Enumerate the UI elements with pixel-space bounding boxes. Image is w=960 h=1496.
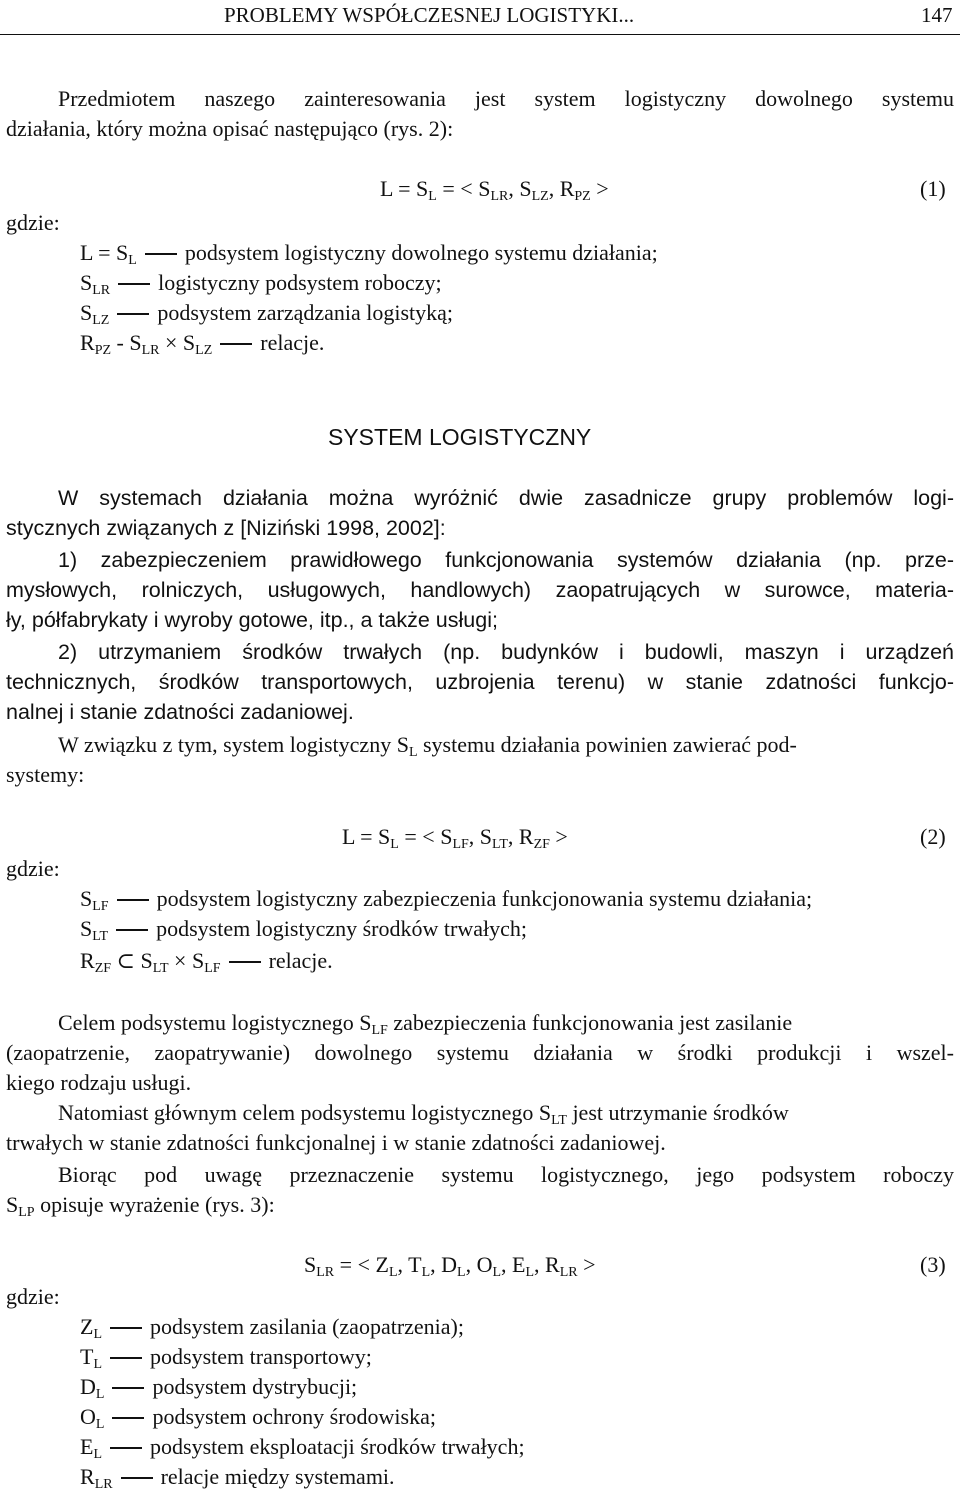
section-title: SYSTEM LOGISTYCZNY bbox=[328, 424, 592, 450]
intro-line-2: działania, który można opisać następująco (rys. 2): bbox=[6, 116, 454, 141]
serif-para-3-line-2: $S_{LP}$ opisuje wyrażenie (rys. 3): bbox=[6, 1192, 275, 1220]
sans-para-line-6: 2) utrzymaniem środków trwałych (np. budynków i budowli, maszyn i urządzeń bbox=[58, 640, 954, 664]
serif-para-2-line-2: trwałych w stanie zdatności funkcjonalnej i w stanie zdatności zadaniowej. bbox=[6, 1130, 666, 1155]
serif-para-1-line-1: Celem podsystemu logistycznego $S_{LF}$ zabezpieczenia funkcjonowania jest zasilanie bbox=[58, 1010, 793, 1038]
definition-3-r: $R_{LR}$ relacje między systemami. bbox=[80, 1464, 395, 1492]
where-label-1: gdzie: bbox=[6, 210, 60, 235]
mixed-para-line-1: W związku z tym, system logistyczny $S_L$ systemu działania powinien zawierać pod- bbox=[58, 732, 797, 760]
serif-para-1-line-2: (zaopatrzenie, zaopatrywanie) dowolnego systemu działania w środki produkcji i wszel- bbox=[6, 1040, 954, 1065]
equation-1: $L = S_L$ = < $S_{LR}$, $S_{LZ}$, $R_{PZ}$ > bbox=[380, 176, 609, 204]
sans-para-line-3: 1) zabezpieczeniem prawidłowego funkcjonowania systemów działania (np. prze- bbox=[58, 548, 954, 572]
sans-para-line-5: ły, półfabrykaty i wyroby gotowe, itp., a także usługi; bbox=[6, 608, 498, 632]
where-label-2: gdzie: bbox=[6, 856, 60, 881]
sans-para-line-8: nalnej i stanie zdatności zadaniowej. bbox=[6, 700, 354, 724]
serif-para-3-line-1: Biorąc pod uwagę przeznaczenie systemu logistycznego, jego podsystem roboczy bbox=[58, 1162, 954, 1187]
definition-2-2: $S_{LT}$ podsystem logistyczny środków trwałych; bbox=[80, 916, 527, 944]
sans-para-line-2: stycznych związanych z [Niziński 1998, 2002]: bbox=[6, 516, 446, 540]
intro-line-1: Przedmiotem naszego zainteresowania jest system logistyczny dowolnego systemu bbox=[58, 86, 954, 111]
mixed-para-line-2: systemy: bbox=[6, 762, 85, 787]
header-rule bbox=[0, 34, 960, 35]
definition-2-3: $R_{ZF}$ ⊂ $S_{LT} \times S_{LF}$ relacje. bbox=[80, 948, 333, 976]
equation-1-number: (1) bbox=[920, 176, 946, 201]
definition-3-o: $O_L$ podsystem ochrony środowiska; bbox=[80, 1404, 436, 1432]
definition-3-d: $D_L$ podsystem dystrybucji; bbox=[80, 1374, 358, 1402]
definition-1-2: $S_{LR}$ logistyczny podsystem roboczy; bbox=[80, 270, 442, 298]
sans-para-line-4: mysłowych, rolniczych, usługowych, handlowych) zaopatrujących w surowce, materia- bbox=[6, 578, 954, 602]
equation-2-number: (2) bbox=[920, 824, 946, 849]
serif-para-2-line-1: Natomiast głównym celem podsystemu logistycznego $S_{LT}$ jest utrzymanie środków bbox=[58, 1100, 789, 1128]
sans-para-line-7: technicznych, środków transportowych, uzbrojenia terenu) w stanie zdatności funkcjo- bbox=[6, 670, 954, 694]
definition-1-3: $S_{LZ}$ podsystem zarządzania logistyką; bbox=[80, 300, 454, 328]
definition-3-e: $E_L$ podsystem eksploatacji środków trwałych; bbox=[80, 1434, 525, 1462]
page-number: 147 bbox=[921, 3, 953, 27]
definition-2-1: $S_{LF}$ podsystem logistyczny zabezpieczenia funkcjonowania systemu działania; bbox=[80, 886, 813, 914]
running-header-title: PROBLEMY WSPÓŁCZESNEJ LOGISTYKI... bbox=[224, 3, 635, 27]
where-label-3: gdzie: bbox=[6, 1284, 60, 1309]
equation-3: $S_{LR}$ = < $Z_L$, $T_L$, $D_L$, $O_L$, $E_L$, $R_{LR}$ > bbox=[304, 1252, 596, 1280]
serif-para-1-line-3: kiego rodzaju usługi. bbox=[6, 1070, 192, 1095]
definition-1-1: $L = S_L$ podsystem logistyczny dowolnego systemu działania; bbox=[80, 240, 658, 268]
definition-1-4: $R_{PZ} - S_{LR} \times S_{LZ}$ relacje. bbox=[80, 330, 325, 358]
equation-3-number: (3) bbox=[920, 1252, 946, 1277]
definition-3-z: $Z_L$ podsystem zasilania (zaopatrzenia); bbox=[80, 1314, 464, 1342]
sans-para-line-1: W systemach działania można wyróżnić dwie zasadnicze grupy problemów logi- bbox=[58, 486, 954, 510]
equation-2: $L = S_L$ = < $S_{LF}$, $S_{LT}$, $R_{ZF}$ > bbox=[342, 824, 568, 852]
definition-3-t: $T_L$ podsystem transportowy; bbox=[80, 1344, 372, 1372]
